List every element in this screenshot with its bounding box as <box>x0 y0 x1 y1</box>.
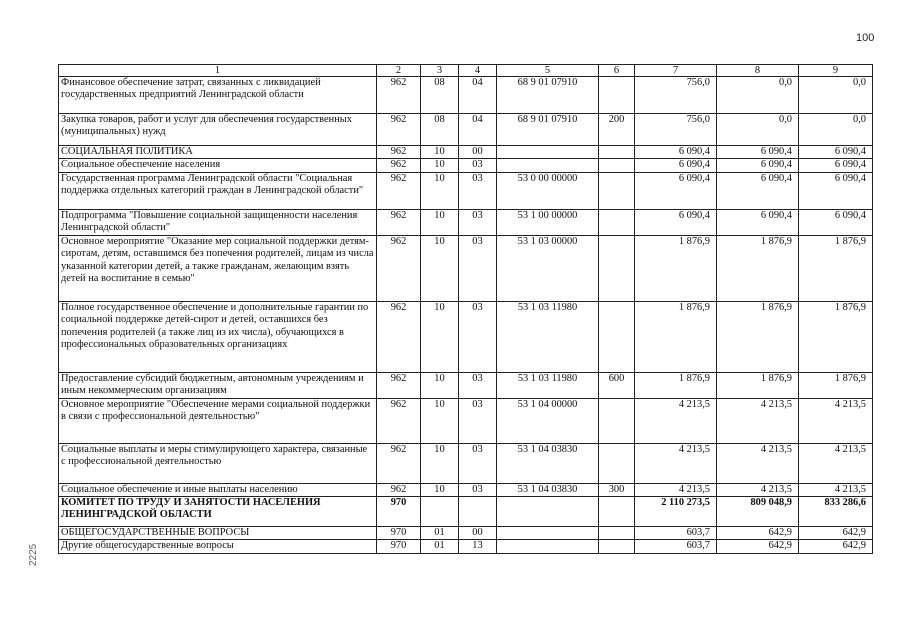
target-article-cell: 53 1 04 03830 <box>497 483 599 496</box>
subsection-cell: 03 <box>459 443 497 483</box>
amount-col7-cell: 6 090,4 <box>635 159 717 172</box>
amount-col8-cell: 1 876,9 <box>717 372 799 398</box>
target-article-cell: 53 1 03 00000 <box>497 235 599 301</box>
expense-type-cell: 200 <box>599 114 635 146</box>
admin-code-cell: 962 <box>377 77 421 114</box>
section-cell: 10 <box>421 372 459 398</box>
section-cell: 10 <box>421 483 459 496</box>
amount-col7-cell: 603,7 <box>635 540 717 553</box>
section-cell: 10 <box>421 209 459 235</box>
expense-type-cell <box>599 301 635 372</box>
row-name-cell: Социальные выплаты и меры стимулирующего характера, связанные с профессиональной деятельностью <box>59 443 377 483</box>
target-article-cell: 53 1 04 03830 <box>497 443 599 483</box>
table-row <box>59 114 873 146</box>
amount-col7-cell: 6 090,4 <box>635 209 717 235</box>
admin-code-cell: 962 <box>377 114 421 146</box>
target-article-cell: 68 9 01 07910 <box>497 77 599 114</box>
table-row <box>59 159 873 172</box>
table-row <box>59 540 873 553</box>
header-cell: 5 <box>497 65 599 77</box>
row-name-cell: СОЦИАЛЬНАЯ ПОЛИТИКА <box>59 146 377 159</box>
admin-code-cell: 962 <box>377 443 421 483</box>
target-article-cell: 53 1 00 00000 <box>497 209 599 235</box>
target-article-cell <box>497 497 599 527</box>
section-cell <box>421 497 459 527</box>
table-row <box>59 443 873 483</box>
admin-code-cell: 962 <box>377 146 421 159</box>
amount-col7-cell: 603,7 <box>635 527 717 540</box>
amount-col8-cell: 6 090,4 <box>717 209 799 235</box>
section-cell: 10 <box>421 159 459 172</box>
amount-col9-cell: 642,9 <box>799 540 873 553</box>
amount-col9-cell: 6 090,4 <box>799 159 873 172</box>
subsection-cell: 03 <box>459 372 497 398</box>
row-name-cell: КОМИТЕТ ПО ТРУДУ И ЗАНЯТОСТИ НАСЕЛЕНИЯ ЛЕНИНГРАДСКОЙ ОБЛАСТИ <box>59 497 377 527</box>
header-cell: 7 <box>635 65 717 77</box>
table-row <box>59 172 873 209</box>
subsection-cell: 03 <box>459 301 497 372</box>
subsection-cell <box>459 497 497 527</box>
amount-col7-cell: 4 213,5 <box>635 443 717 483</box>
amount-col8-cell: 6 090,4 <box>717 172 799 209</box>
table-row <box>59 497 873 527</box>
subsection-cell: 04 <box>459 77 497 114</box>
subsection-cell: 04 <box>459 114 497 146</box>
admin-code-cell: 970 <box>377 540 421 553</box>
admin-code-cell: 962 <box>377 172 421 209</box>
expense-type-cell <box>599 497 635 527</box>
header-cell: 4 <box>459 65 497 77</box>
subsection-cell: 13 <box>459 540 497 553</box>
section-cell: 10 <box>421 172 459 209</box>
expense-type-cell: 300 <box>599 483 635 496</box>
table-row <box>59 483 873 496</box>
header-cell: 1 <box>59 65 377 77</box>
amount-col9-cell: 4 213,5 <box>799 398 873 443</box>
budget-table <box>58 64 873 554</box>
amount-col7-cell: 6 090,4 <box>635 146 717 159</box>
admin-code-cell: 962 <box>377 398 421 443</box>
amount-col7-cell: 2 110 273,5 <box>635 497 717 527</box>
amount-col9-cell: 0,0 <box>799 114 873 146</box>
section-cell: 10 <box>421 443 459 483</box>
amount-col9-cell: 1 876,9 <box>799 235 873 301</box>
amount-col9-cell: 4 213,5 <box>799 483 873 496</box>
amount-col8-cell: 4 213,5 <box>717 443 799 483</box>
target-article-cell: 68 9 01 07910 <box>497 114 599 146</box>
subsection-cell: 03 <box>459 235 497 301</box>
amount-col8-cell: 1 876,9 <box>717 301 799 372</box>
target-article-cell: 53 1 04 00000 <box>497 398 599 443</box>
table-row <box>59 398 873 443</box>
header-cell: 2 <box>377 65 421 77</box>
section-cell: 10 <box>421 398 459 443</box>
admin-code-cell: 962 <box>377 483 421 496</box>
subsection-cell: 03 <box>459 172 497 209</box>
table-row <box>59 146 873 159</box>
expense-type-cell <box>599 235 635 301</box>
table-row <box>59 527 873 540</box>
target-article-cell: 53 1 03 11980 <box>497 372 599 398</box>
admin-code-cell: 962 <box>377 209 421 235</box>
subsection-cell: 03 <box>459 398 497 443</box>
admin-code-cell: 962 <box>377 301 421 372</box>
expense-type-cell <box>599 398 635 443</box>
amount-col9-cell: 642,9 <box>799 527 873 540</box>
table-row <box>59 235 873 301</box>
row-name-cell: Государственная программа Ленинградской области "Социальная поддержка отдельных категорий граждан в Ленинградской области" <box>59 172 377 209</box>
amount-col7-cell: 1 876,9 <box>635 235 717 301</box>
amount-col8-cell: 4 213,5 <box>717 483 799 496</box>
amount-col8-cell: 0,0 <box>717 77 799 114</box>
amount-col9-cell: 6 090,4 <box>799 172 873 209</box>
section-cell: 01 <box>421 540 459 553</box>
expense-type-cell <box>599 527 635 540</box>
row-name-cell: Основное мероприятие "Оказание мер социальной поддержки детям-сиротам, детям, оставшимся без попечения родителей, лицам из числа указанной категории детей, а также гражданам, желающим взять детей на воспитание в семью" <box>59 235 377 301</box>
admin-code-cell: 962 <box>377 235 421 301</box>
target-article-cell <box>497 146 599 159</box>
row-name-cell: Социальное обеспечение населения <box>59 159 377 172</box>
amount-col7-cell: 756,0 <box>635 77 717 114</box>
amount-col8-cell: 642,9 <box>717 527 799 540</box>
section-cell: 10 <box>421 146 459 159</box>
admin-code-cell: 962 <box>377 372 421 398</box>
amount-col7-cell: 756,0 <box>635 114 717 146</box>
expense-type-cell <box>599 172 635 209</box>
page-number: 100 <box>856 32 875 44</box>
subsection-cell: 03 <box>459 159 497 172</box>
row-name-cell: Основное мероприятие "Обеспечение мерами социальной поддержки в связи с профессиональной деятельностью" <box>59 398 377 443</box>
amount-col9-cell: 833 286,6 <box>799 497 873 527</box>
section-cell: 08 <box>421 114 459 146</box>
amount-col9-cell: 6 090,4 <box>799 146 873 159</box>
row-name-cell: Другие общегосударственные вопросы <box>59 540 377 553</box>
amount-col9-cell: 0,0 <box>799 77 873 114</box>
table-row <box>59 77 873 114</box>
amount-col8-cell: 0,0 <box>717 114 799 146</box>
section-cell: 08 <box>421 77 459 114</box>
amount-col8-cell: 4 213,5 <box>717 398 799 443</box>
expense-type-cell: 600 <box>599 372 635 398</box>
subsection-cell: 00 <box>459 527 497 540</box>
section-cell: 10 <box>421 235 459 301</box>
section-cell: 10 <box>421 301 459 372</box>
amount-col7-cell: 6 090,4 <box>635 172 717 209</box>
target-article-cell <box>497 527 599 540</box>
expense-type-cell <box>599 159 635 172</box>
section-cell: 01 <box>421 527 459 540</box>
header-cell: 9 <box>799 65 873 77</box>
expense-type-cell <box>599 77 635 114</box>
subsection-cell: 03 <box>459 483 497 496</box>
amount-col9-cell: 1 876,9 <box>799 301 873 372</box>
margin-handwritten-note: 2225 <box>28 543 39 566</box>
amount-col7-cell: 1 876,9 <box>635 301 717 372</box>
row-name-cell: Предоставление субсидий бюджетным, автономным учреждениям и иным некоммерческим организациям <box>59 372 377 398</box>
table-row <box>59 209 873 235</box>
subsection-cell: 03 <box>459 209 497 235</box>
target-article-cell: 53 1 03 11980 <box>497 301 599 372</box>
table-row <box>59 301 873 372</box>
row-name-cell: Финансовое обеспечение затрат, связанных с ликвидацией государственных предприятий Ленинградской области <box>59 77 377 114</box>
expense-type-cell <box>599 443 635 483</box>
admin-code-cell: 970 <box>377 527 421 540</box>
amount-col8-cell: 809 048,9 <box>717 497 799 527</box>
admin-code-cell: 970 <box>377 497 421 527</box>
header-row <box>59 65 873 77</box>
row-name-cell: Полное государственное обеспечение и дополнительные гарантии по социальной поддержке детей-сирот и детей, оставшихся без попечения родителей (а также лиц из их числа), обучающихся в профессиональных образовательных организациях <box>59 301 377 372</box>
amount-col8-cell: 6 090,4 <box>717 159 799 172</box>
row-name-cell: Социальное обеспечение и иные выплаты населению <box>59 483 377 496</box>
expense-type-cell <box>599 209 635 235</box>
target-article-cell: 53 0 00 00000 <box>497 172 599 209</box>
amount-col7-cell: 4 213,5 <box>635 398 717 443</box>
expense-type-cell <box>599 540 635 553</box>
subsection-cell: 00 <box>459 146 497 159</box>
table-row <box>59 372 873 398</box>
header-cell: 6 <box>599 65 635 77</box>
row-name-cell: Подпрограмма "Повышение социальной защищенности населения Ленинградской области" <box>59 209 377 235</box>
amount-col8-cell: 6 090,4 <box>717 146 799 159</box>
expense-type-cell <box>599 146 635 159</box>
amount-col7-cell: 4 213,5 <box>635 483 717 496</box>
header-cell: 8 <box>717 65 799 77</box>
target-article-cell <box>497 540 599 553</box>
row-name-cell: ОБЩЕГОСУДАРСТВЕННЫЕ ВОПРОСЫ <box>59 527 377 540</box>
target-article-cell <box>497 159 599 172</box>
amount-col7-cell: 1 876,9 <box>635 372 717 398</box>
amount-col9-cell: 1 876,9 <box>799 372 873 398</box>
row-name-cell: Закупка товаров, работ и услуг для обеспечения государственных (муниципальных) нужд <box>59 114 377 146</box>
amount-col8-cell: 642,9 <box>717 540 799 553</box>
admin-code-cell: 962 <box>377 159 421 172</box>
header-cell: 3 <box>421 65 459 77</box>
amount-col9-cell: 4 213,5 <box>799 443 873 483</box>
amount-col8-cell: 1 876,9 <box>717 235 799 301</box>
amount-col9-cell: 6 090,4 <box>799 209 873 235</box>
